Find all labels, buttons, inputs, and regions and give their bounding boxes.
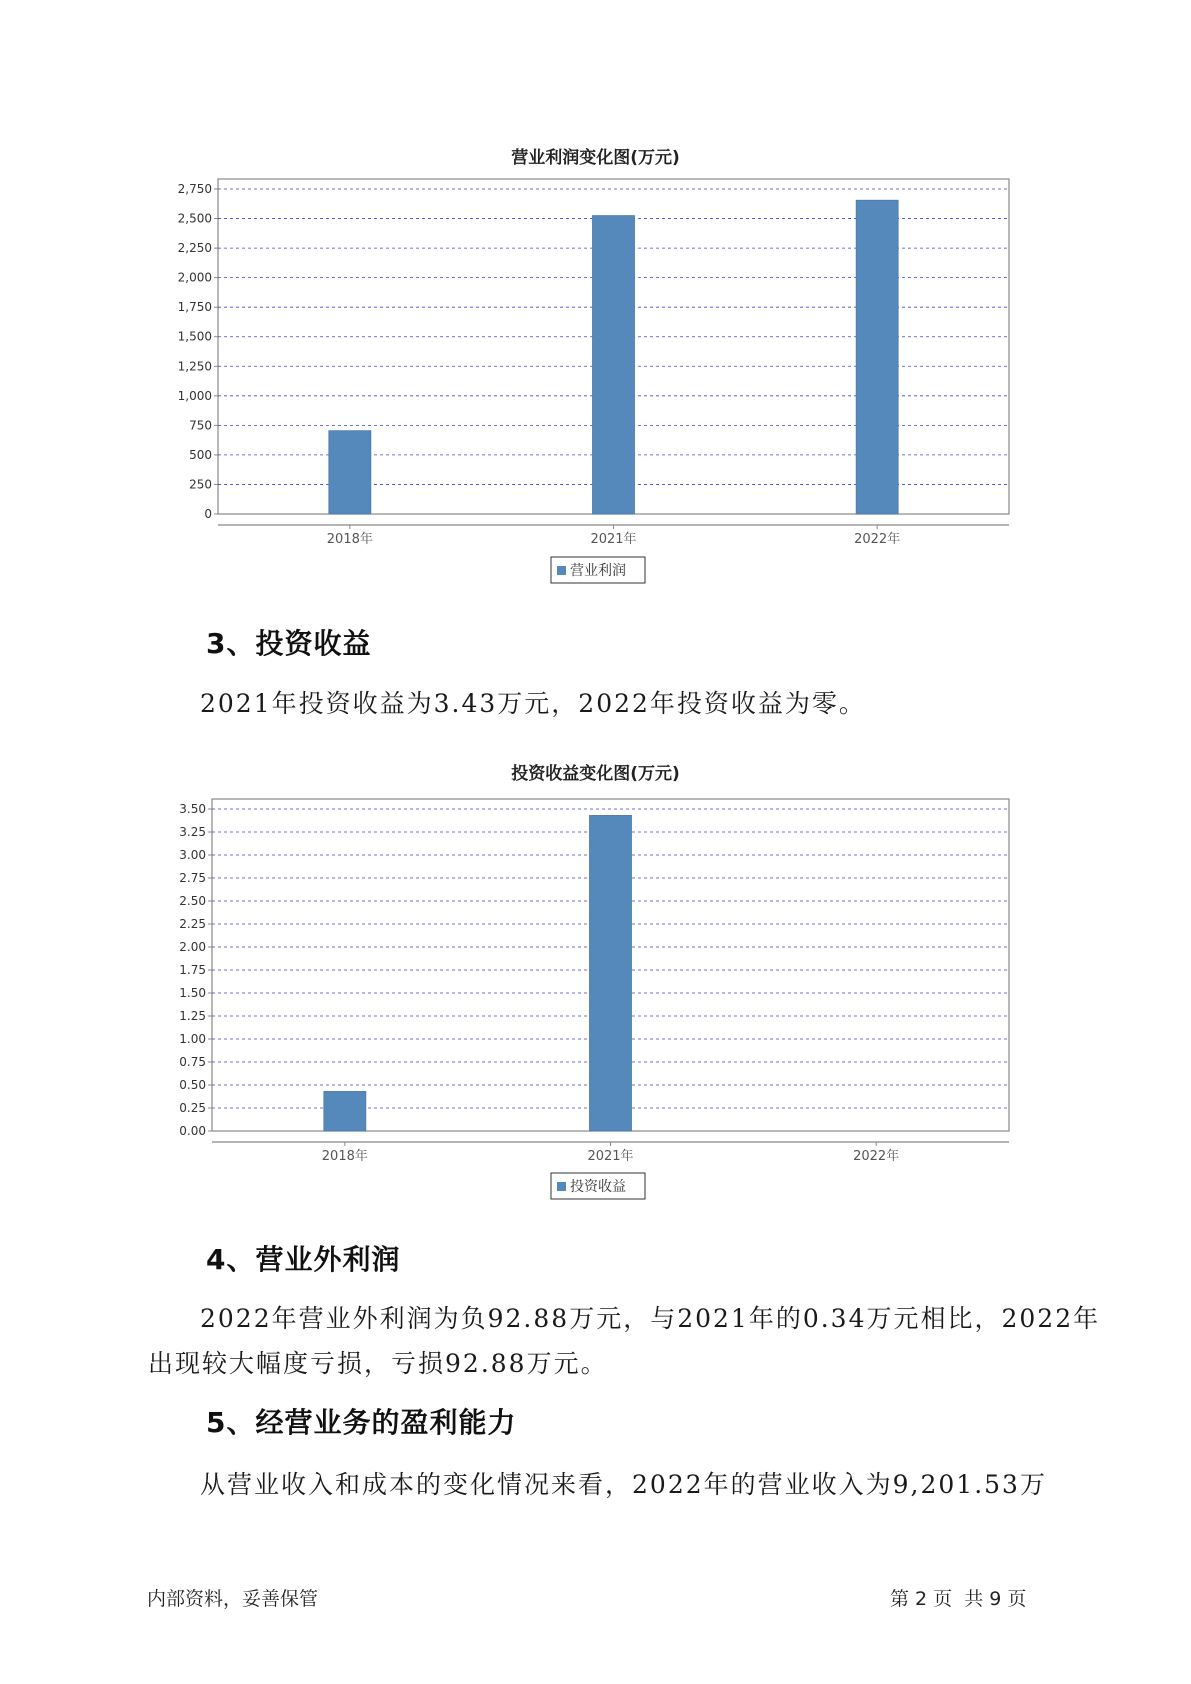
footer-page-number: 第 2 页 共 9 页 <box>890 1588 1027 1610</box>
chart2-legend-swatch <box>557 1182 566 1191</box>
chart-1-title: 营业利润变化图(万元) <box>511 148 680 168</box>
chart2-y-tick-label: 2.00 <box>179 940 206 954</box>
section-4-paragraph-line-2: 出现较大幅度亏损，亏损92.88万元。 <box>148 1349 608 1378</box>
chart2-x-tick-label: 2018年 <box>321 1149 368 1164</box>
chart1-x-tick-label: 2018年 <box>326 532 373 547</box>
chart2-y-tick-label: 1.75 <box>179 963 206 977</box>
chart1-y-tick-label: 500 <box>189 447 212 462</box>
chart1-y-tick-label: 1,250 <box>177 359 212 374</box>
chart1-y-tick-label: 2,750 <box>177 182 212 196</box>
chart2-y-tick-label: 3.25 <box>179 825 206 839</box>
section-3-paragraph-line-1: 2021年投资收益为3.43万元，2022年投资收益为零。 <box>200 689 866 718</box>
chart2-legend-label: 投资收益 <box>570 1179 626 1195</box>
chart2-y-tick-label: 0.50 <box>179 1078 206 1092</box>
chart2-y-tick-label: 2.25 <box>179 917 206 931</box>
chart1-y-tick-label: 2,000 <box>177 270 212 285</box>
chart2-bar-2 <box>590 815 632 1131</box>
chart1-x-tick-label: 2022年 <box>854 532 901 547</box>
chart2-y-tick-label: 1.50 <box>179 986 206 1000</box>
chart2-y-tick-label: 1.00 <box>179 1032 206 1046</box>
chart2-y-tick-label: 2.50 <box>179 894 206 908</box>
chart2-y-tick-label: 0.00 <box>179 1124 206 1138</box>
chart1-y-tick-label: 2,250 <box>177 241 212 256</box>
chart2-y-tick-label: 0.75 <box>179 1055 206 1069</box>
chart1-y-tick-label: 1,750 <box>177 300 212 315</box>
chart2-x-tick-label: 2021年 <box>587 1149 634 1164</box>
chart2-bar-1 <box>324 1091 366 1131</box>
chart1-y-tick-label: 2,500 <box>177 211 212 226</box>
chart1-y-tick-label: 750 <box>189 418 212 433</box>
chart2-x-tick-label: 2022年 <box>853 1149 900 1164</box>
chart2-y-tick-label: 3.00 <box>179 848 206 862</box>
chart1-y-tick-label: 0 <box>204 507 212 521</box>
chart1-x-tick-label: 2021年 <box>590 532 637 547</box>
section-4-paragraph-line-1: 2022年营业外利润为负92.88万元，与2021年的0.34万元相比，2022年 <box>200 1304 1101 1333</box>
chart2-y-tick-label: 0.25 <box>179 1101 206 1115</box>
chart1-legend-label: 营业利润 <box>570 563 626 579</box>
chart2-y-tick-label: 1.25 <box>179 1009 206 1023</box>
section-5-heading: 5、经营业务的盈利能力 <box>206 1406 517 1439</box>
chart1-y-tick-label: 250 <box>189 477 212 492</box>
chart2-y-tick-label: 2.75 <box>179 871 206 885</box>
section-5-paragraph-line-1: 从营业收入和成本的变化情况来看，2022年的营业收入为9,201.53万 <box>200 1470 1047 1499</box>
chart-2-title: 投资收益变化图(万元) <box>511 764 680 784</box>
section-4-heading: 4、营业外利润 <box>206 1243 401 1276</box>
chart2-y-tick-label: 3.50 <box>179 802 206 816</box>
footer-confidential-note: 内部资料，妥善保管 <box>147 1588 319 1610</box>
chart1-y-tick-label: 1,000 <box>177 388 212 403</box>
section-3-heading: 3、投资收益 <box>206 627 372 660</box>
chart1-y-tick-label: 1,500 <box>177 329 212 344</box>
